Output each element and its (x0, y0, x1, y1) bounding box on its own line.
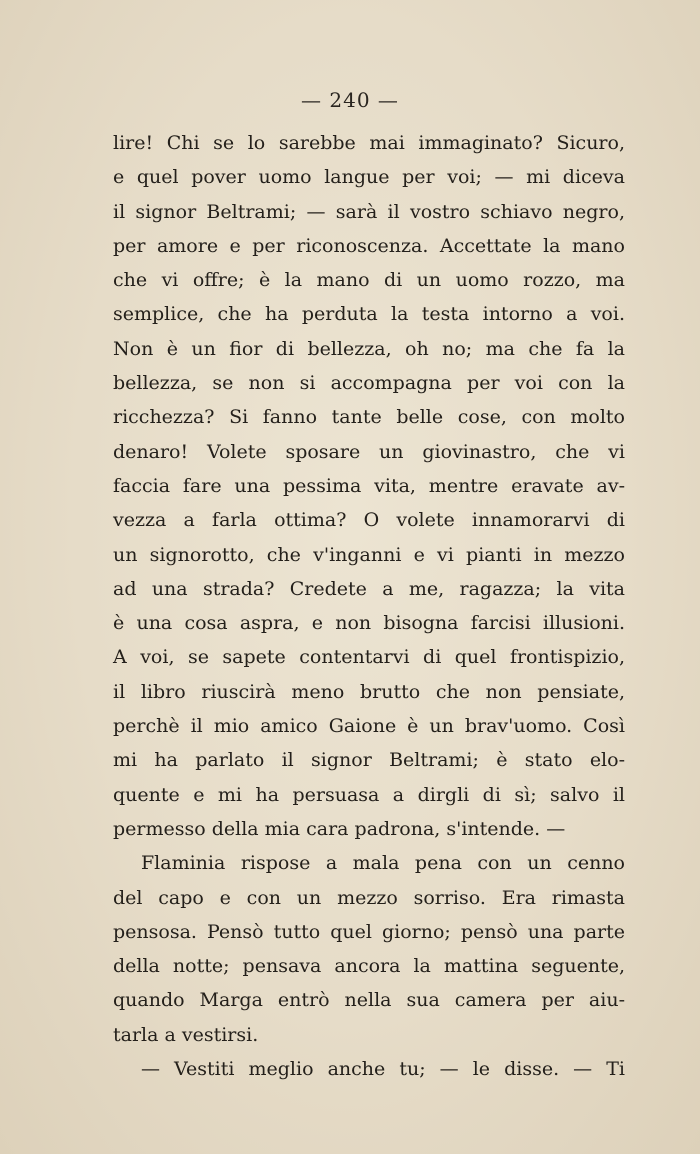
text-line: quente e mi ha persuasa a dirgli di sì; salvo il (113, 783, 625, 806)
text-line: un signorotto, che v'inganni e vi pianti in mezzo (113, 543, 625, 566)
text-line: ricchezza? Si fanno tante belle cose, con molto (113, 406, 625, 429)
text-line: faccia fare una pessima vita, mentre eravate av- (113, 474, 625, 497)
paragraph-start-line: — Vestiti meglio anche tu; — le disse. — Ti (141, 1058, 625, 1081)
text-line: è una cosa aspra, e non bisogna farcisi illusioni. (113, 612, 625, 635)
text-line: mi ha parlato il signor Beltrami; è stato elo- (113, 749, 625, 772)
body-text (113, 126, 625, 1086)
paragraph-end-line: permesso della mia cara padrona, s'intende. — (113, 817, 566, 840)
text-line: lire! Chi se lo sarebbe mai immaginato? Sicuro, (113, 132, 625, 154)
text-line: pensosa. Pensò tutto quel giorno; pensò una parte (113, 920, 625, 943)
text-line: quando Marga entrò nella sua camera per aiu- (113, 989, 625, 1012)
text-line: A voi, se sapete contentarvi di quel frontispizio, (113, 646, 625, 669)
text-line: che vi offre; è la mano di un uomo rozzo, ma (113, 269, 625, 292)
text-line: il libro riuscirà meno brutto che non pensiate, (113, 680, 625, 703)
text-line: bellezza, se non si accompagna per voi con la (113, 372, 625, 395)
text-line: Non è un fior di bellezza, oh no; ma che fa la (113, 337, 625, 360)
text-line: denaro! Volete sposare un giovinastro, che vi (113, 440, 625, 463)
text-line: vezza a farla ottima? O volete innamorarvi di (113, 509, 625, 532)
text-line: del capo e con un mezzo sorriso. Era rimasta (113, 886, 625, 909)
text-line: per amore e per riconoscenza. Accettate la mano (113, 234, 625, 257)
text-line: semplice, che ha perduta la testa intorno a voi. (113, 303, 625, 326)
page-number: — 240 — (301, 88, 399, 112)
text-line: e quel pover uomo langue per voi; — mi diceva (113, 166, 625, 189)
paragraph-end-line: tarla a vestirsi. (113, 1023, 259, 1046)
text-line: ad una strada? Credete a me, ragazza; la vita (113, 577, 625, 600)
text-line: il signor Beltrami; — sarà il vostro schiavo negro, (113, 200, 625, 223)
text-line: della notte; pensava ancora la mattina seguente, (113, 955, 625, 978)
paragraph-start-line: Flaminia rispose a mala pena con un cenno (141, 852, 625, 875)
text-line: perchè il mio amico Gaione è un brav'uomo. Così (113, 715, 625, 738)
